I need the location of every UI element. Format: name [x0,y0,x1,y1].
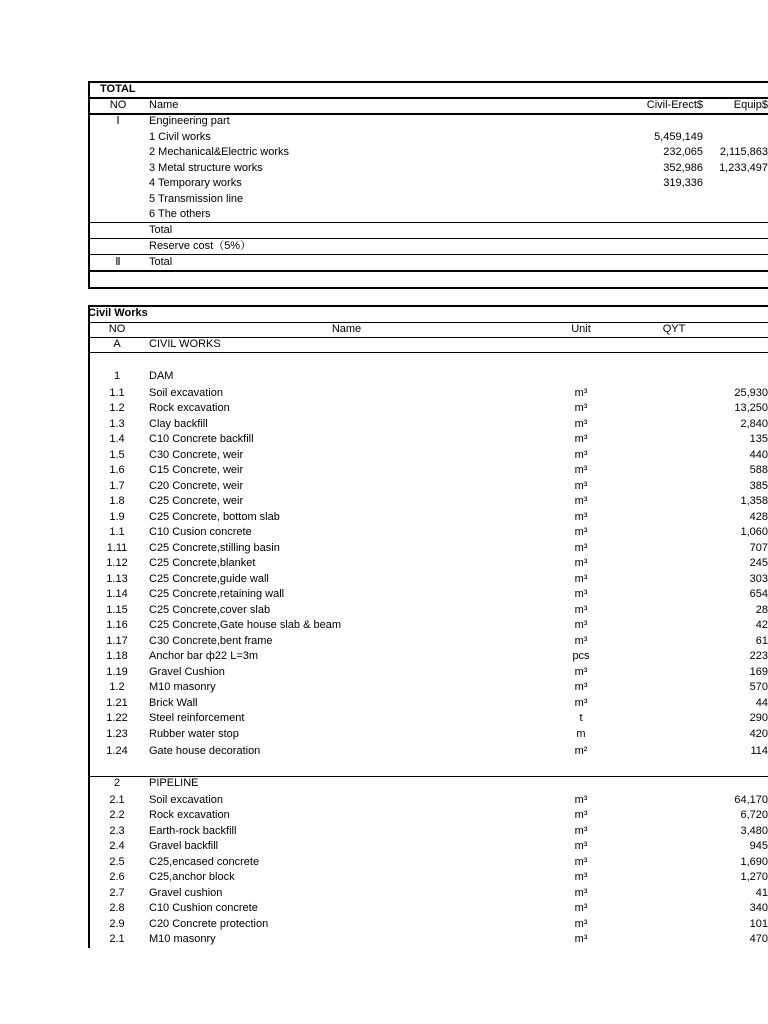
item-name: Gravel cushion [149,886,223,899]
item-qty: 135 [749,433,768,445]
item-civil: 352,986 [663,161,703,174]
item-no: 1.11 [106,541,128,554]
item-unit: m³ [574,840,588,852]
table-row [88,207,768,222]
table-row [88,432,768,447]
table-row [88,556,768,571]
table-row [88,417,768,432]
item-unit: m³ [574,696,588,709]
item-no: 1.8 [109,495,125,507]
item-qty: 2,840 [740,417,768,430]
total-title-row [88,82,768,97]
item-unit: m³ [574,619,588,631]
table-row [88,603,768,618]
header-name: Name [149,99,179,111]
item-name: C25 Concrete, weir [149,495,244,507]
item-name: 6 The others [149,208,211,220]
item-unit: m³ [574,572,588,585]
item-no: 2.1 [109,933,125,945]
item-qty: 588 [749,464,768,476]
section-ii-row [88,255,768,270]
table-row [88,494,768,509]
item-equip: 2,115,863 [719,146,768,158]
group-name: PIPELINE [149,777,199,789]
item-no: 2.3 [109,824,125,837]
item-name: C30 Concrete,bent frame [149,634,273,647]
item-no: 2.2 [109,809,125,821]
item-no: 1.14 [106,588,128,600]
header-civil-erect: Civil-Erect$ [646,99,703,111]
item-unit: m³ [574,793,588,806]
table-top-border [88,305,768,307]
item-name: Soil excavation [149,386,223,399]
item-qty: 44 [755,696,768,709]
section-no: A [113,338,121,350]
item-qty: 6,720 [740,809,768,821]
group-no: 1 [113,370,121,382]
item-unit: m³ [574,665,588,678]
section-name: Total [149,256,173,268]
table-row [88,839,768,854]
item-no: 1.15 [106,603,128,616]
table-row [88,463,768,478]
table-row [88,824,768,839]
header-equip: Equip$ [733,99,768,111]
table-row [88,727,768,742]
item-no: 2.1 [109,793,125,806]
item-name: C10 Cushion concrete [149,902,258,914]
table-row [88,793,768,808]
item-qty: 654 [749,588,768,600]
item-name: 5 Transmission line [149,192,244,205]
item-no: 2.6 [109,871,125,883]
civil-works-table [88,305,768,948]
item-no: 1.2 [109,402,125,414]
table-row [88,479,768,494]
total-table-title: TOTAL [100,83,136,95]
item-no: 1.2 [109,681,125,693]
table-row [88,510,768,525]
item-name: Rock excavation [149,402,230,414]
item-name: Rock excavation [149,809,230,821]
item-no: 1.16 [106,619,128,631]
table-row [88,618,768,633]
item-unit: m³ [574,855,588,868]
item-name: 3 Metal structure works [149,161,263,174]
item-qty: 385 [749,479,768,492]
table-row [88,917,768,932]
item-name: C25 Concrete,Gate house slab & beam [149,619,342,631]
item-unit: m³ [574,510,588,523]
table-row [88,130,768,145]
item-no: 1.22 [106,712,128,724]
item-no: 1.13 [106,572,128,585]
item-qty: 3,480 [740,824,768,837]
item-no: 1.12 [106,557,128,569]
table-row [88,541,768,556]
item-no: 1.17 [106,634,128,647]
item-unit: m³ [574,417,588,430]
table-row [88,176,768,191]
reserve-row [88,239,768,254]
item-qty: 570 [749,681,768,693]
total-summary-table [88,81,768,289]
item-unit: pcs [572,650,590,662]
section-no: Ⅱ [115,256,121,268]
item-no: 1.1 [109,526,125,538]
item-name: Brick Wall [149,696,198,709]
item-unit: m³ [574,871,588,883]
item-name: C25,anchor block [149,871,235,883]
table-row [88,696,768,711]
item-qty: 42 [755,619,768,631]
item-name: Rubber water stop [149,727,239,740]
table-row [88,587,768,602]
table-row [88,448,768,463]
item-qty: 340 [749,902,768,914]
item-unit: m³ [574,433,588,445]
item-qty: 707 [749,541,768,554]
header-no: NO [109,99,127,111]
item-unit: m³ [574,386,588,399]
section-name: Engineering part [149,115,230,127]
item-unit: m³ [574,464,588,476]
item-name: M10 masonry [149,681,216,693]
item-name: C15 Concrete, weir [149,464,244,476]
table-bottom-border [88,287,768,289]
table-row [88,665,768,680]
group-row-dam [88,369,768,384]
item-name: C25 Concrete,guide wall [149,572,269,585]
item-unit: m³ [574,557,588,569]
item-name: Gravel backfill [149,840,219,852]
item-no: 1.23 [106,727,128,740]
row-divider [88,352,768,353]
item-name: C25 Concrete, bottom slab [149,510,280,523]
item-qty: 303 [749,572,768,585]
section-no: Ⅰ [116,115,120,127]
table-row [88,680,768,695]
section-name: CIVIL WORKS [149,338,221,350]
table-row [88,886,768,901]
item-qty: 290 [749,712,768,724]
item-unit: m³ [574,902,588,914]
item-unit: m² [574,745,588,757]
item-qty: 420 [749,727,768,740]
item-name: 1 Civil works [149,130,211,143]
item-qty: 1,690 [740,855,768,868]
item-unit: m³ [574,824,588,837]
item-no: 1.4 [109,433,125,445]
header-name: Name [331,323,362,335]
item-name: Gate house decoration [149,745,261,757]
item-qty: 41 [755,886,768,899]
row-divider [88,270,768,272]
item-name: C10 Concrete backfill [149,433,254,445]
item-name: 2 Mechanical&Electric works [149,146,289,158]
item-unit: m³ [574,933,588,945]
item-qty: 28 [755,603,768,616]
item-name: Steel reinforcement [149,712,245,724]
item-unit: m³ [574,541,588,554]
table-row [88,808,768,823]
item-qty: 945 [749,840,768,852]
item-unit: m³ [574,603,588,616]
item-civil: 232,065 [663,146,703,158]
item-unit: m³ [574,479,588,492]
table-row [88,932,768,947]
item-name: C25 Concrete,cover slab [149,603,271,616]
item-civil: 319,336 [663,177,703,189]
item-name: C20 Concrete protection [149,917,269,930]
item-name: 4 Temporary works [149,177,242,189]
item-qty: 101 [749,917,768,930]
item-name: Clay backfill [149,417,208,430]
section-i-row [88,114,768,129]
item-qty: 245 [749,557,768,569]
item-no: 1.7 [109,479,125,492]
item-no: 1.3 [109,417,125,430]
item-equip: 1,233,497 [719,161,768,174]
table-row [88,855,768,870]
total-row [88,223,768,238]
table-row [88,649,768,664]
item-civil: 5,459,149 [654,130,703,143]
item-unit: t [579,712,583,724]
item-qty: 114 [750,745,768,757]
item-qty: 440 [749,448,768,461]
item-unit: m³ [574,917,588,930]
item-no: 2.5 [109,855,125,868]
item-qty: 223 [749,650,768,662]
group-no: 2 [113,777,121,789]
section-a-row [88,337,768,352]
item-qty: 1,358 [740,495,768,507]
header-no: NO [108,323,126,335]
item-no: 1.24 [106,745,128,757]
item-unit: m³ [574,402,588,414]
table-row [88,634,768,649]
item-name: C10 Cusion concrete [149,526,252,538]
item-qty: 13,250 [734,402,768,414]
table-row [88,401,768,416]
item-no: 1.19 [106,665,128,678]
item-qty: 428 [749,510,768,523]
item-no: 1.6 [109,464,125,476]
item-qty: 470 [749,933,768,945]
total-header-row [88,98,768,113]
item-name: Gravel Cushion [149,665,225,678]
table-row [88,744,768,759]
table-row [88,870,768,885]
reserve-label: Reserve cost（5%） [149,240,252,252]
item-name: C25 Concrete,stilling basin [149,541,280,554]
item-name: C30 Concrete, weir [149,448,244,461]
item-name: C25,encased concrete [149,855,260,868]
item-unit: m³ [574,681,588,693]
item-name: Soil excavation [149,793,223,806]
item-name: C25 Concrete,retaining wall [149,588,285,600]
civil-header-row [88,322,768,337]
item-unit: m [576,727,586,740]
item-qty: 61 [755,634,768,647]
item-name: C25 Concrete,blanket [149,557,256,569]
item-unit: m³ [574,588,588,600]
group-row-pipeline [88,776,768,791]
table-row [88,572,768,587]
item-no: 1.21 [106,696,128,709]
item-qty: 1,060 [740,526,768,538]
item-name: C20 Concrete, weir [149,479,244,492]
item-no: 1.1 [109,386,125,399]
item-no: 2.4 [109,840,125,852]
header-qty: QYT [662,323,686,335]
item-qty: 64,170 [734,793,768,806]
item-name: Anchor bar ф22 L=3m [149,650,259,662]
item-name: Earth-rock backfill [149,824,237,837]
item-no: 2.8 [109,902,125,914]
item-no: 2.9 [109,917,125,930]
table-row [88,525,768,540]
table-row [88,161,768,176]
civil-works-title: Civil Works [88,307,148,319]
table-row [88,192,768,207]
item-unit: m³ [574,448,588,461]
total-label: Total [149,224,173,236]
item-name: M10 masonry [149,933,216,945]
item-no: 1.9 [109,510,125,523]
item-unit: m³ [574,634,588,647]
table-row [88,386,768,401]
item-qty: 1,270 [740,871,768,883]
item-qty: 25,930 [734,386,768,399]
item-no: 1.18 [106,650,128,662]
table-row [88,711,768,726]
group-name: DAM [149,370,174,382]
item-no: 2.7 [109,886,125,899]
table-row [88,901,768,916]
item-unit: m³ [574,809,588,821]
item-unit: m³ [574,886,588,899]
item-no: 1.5 [109,448,125,461]
table-row [88,145,768,160]
header-unit: Unit [571,323,591,335]
item-unit: m³ [574,526,588,538]
item-unit: m³ [574,495,588,507]
item-qty: 169 [749,665,768,678]
